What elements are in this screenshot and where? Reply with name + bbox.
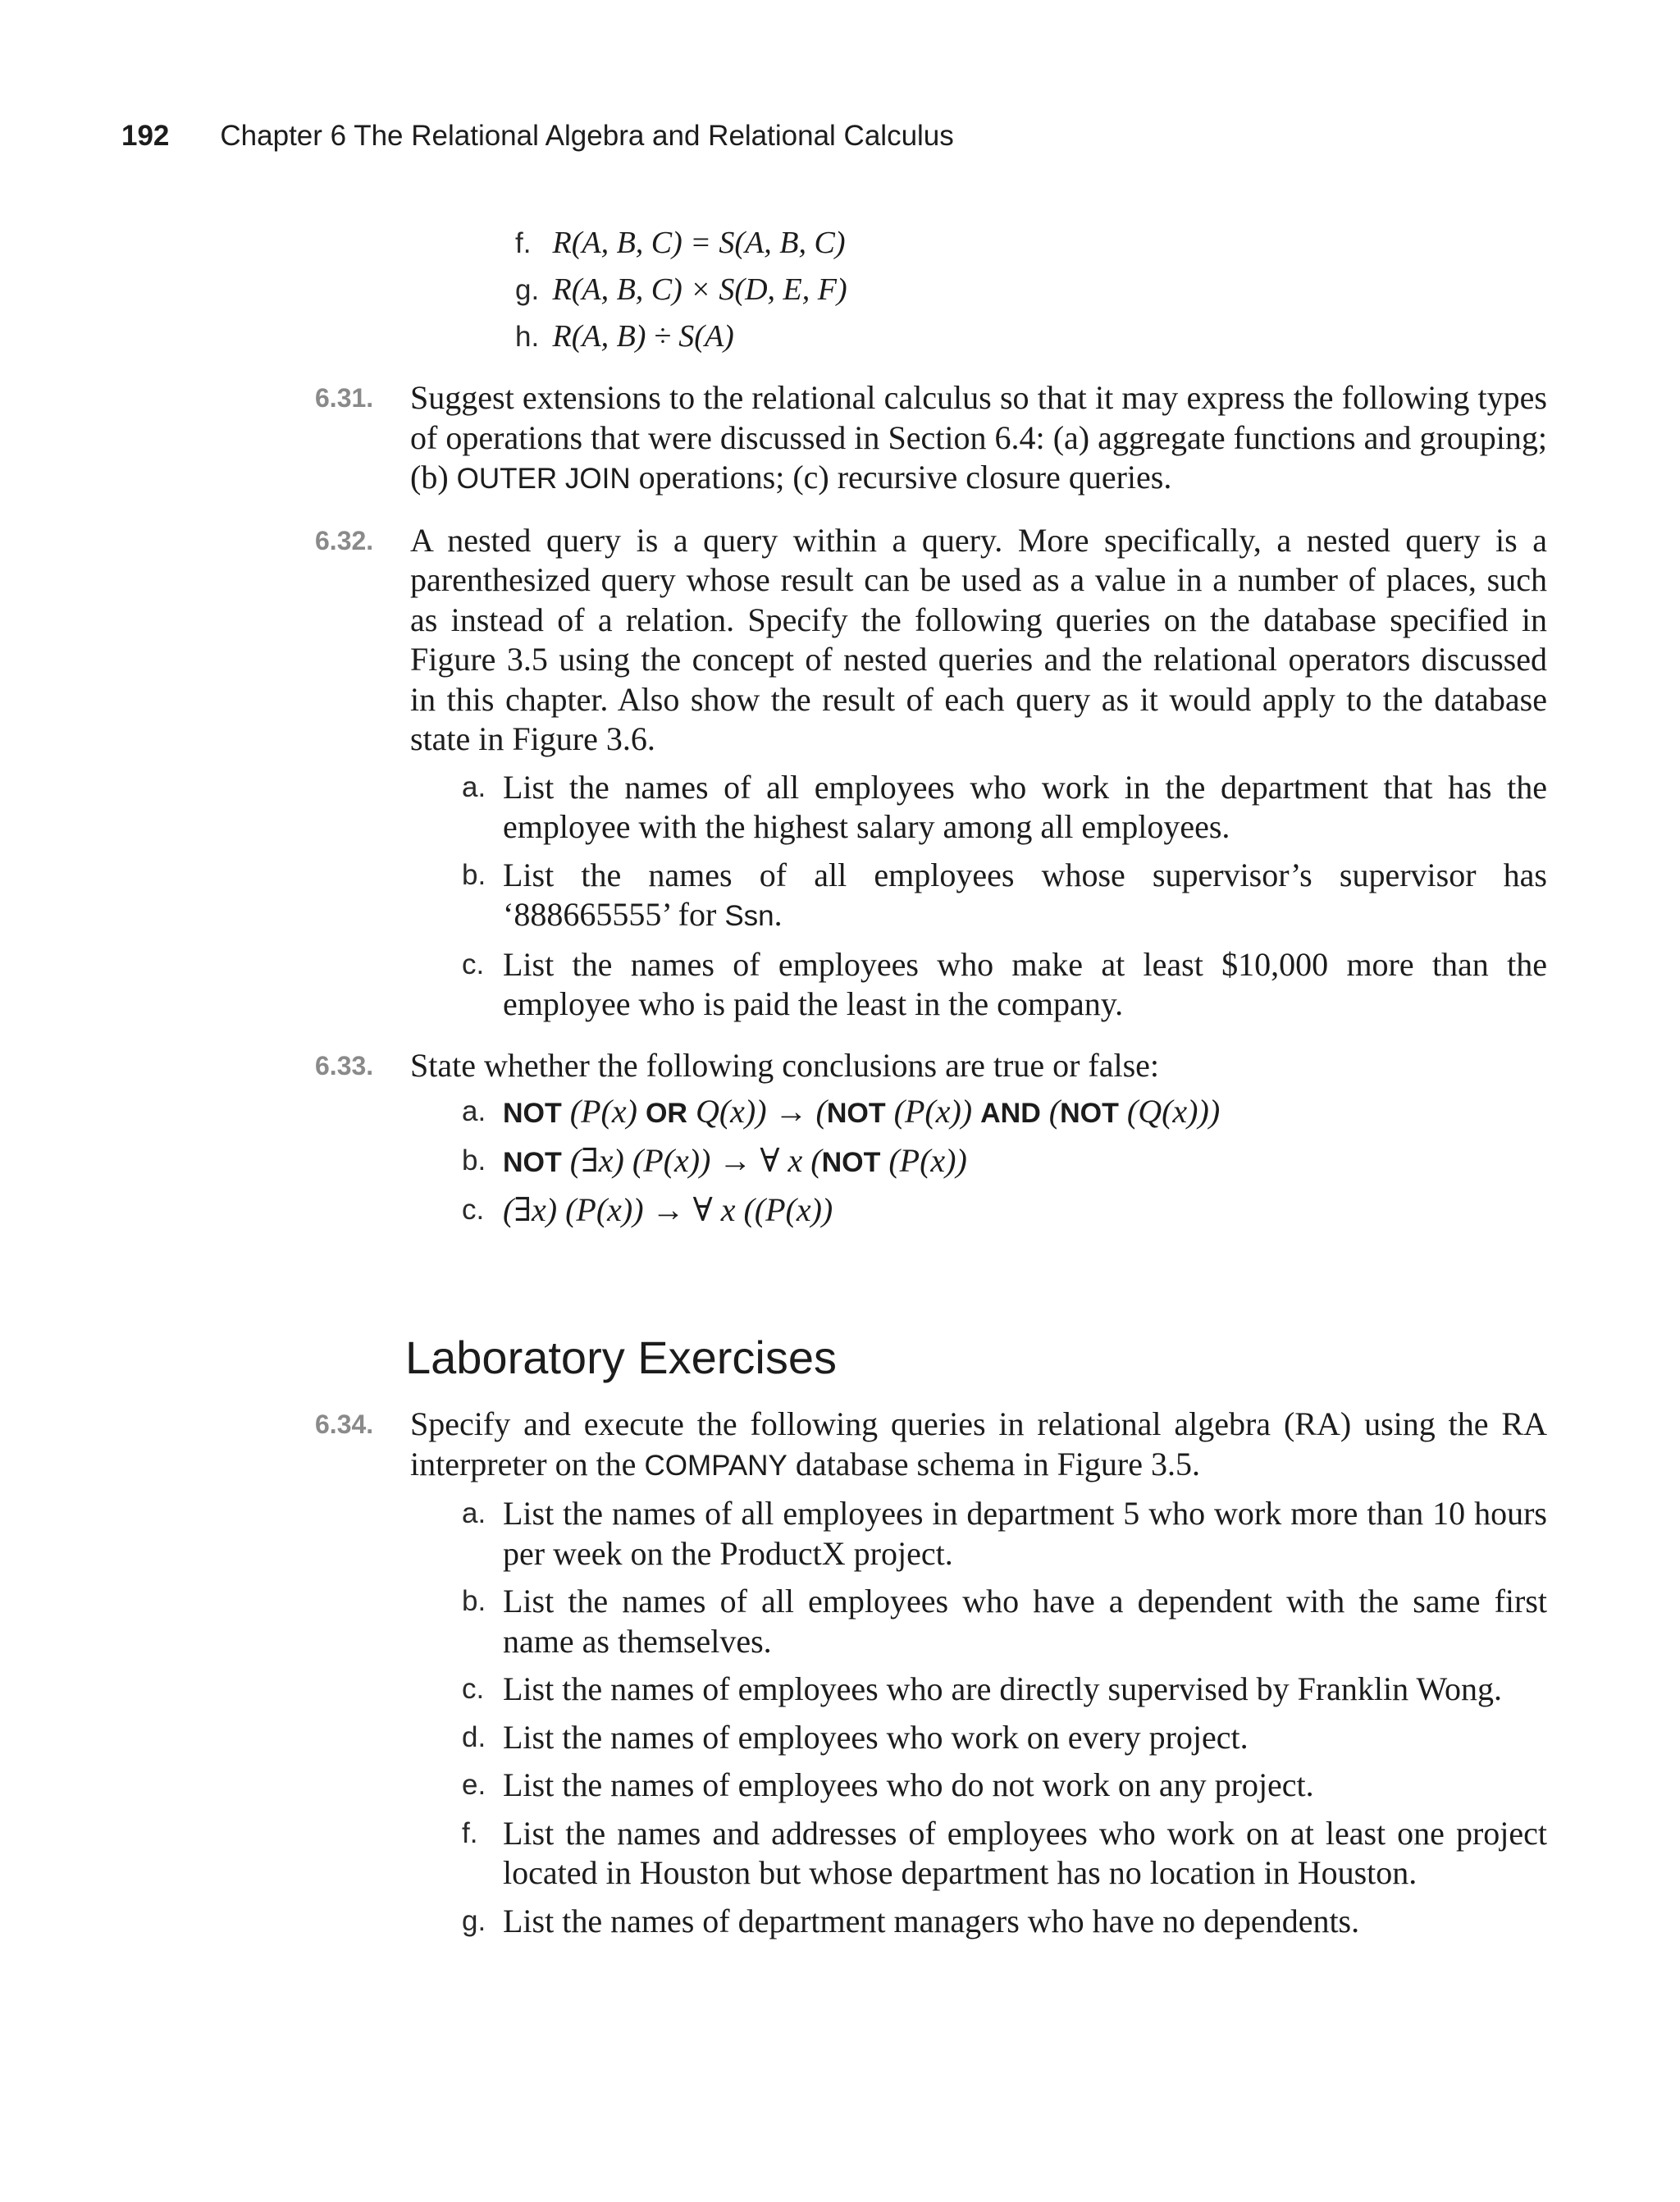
running-header: [121, 116, 954, 156]
exercise-6-33: 6.33. State whether the following conclusions are true or false: a. NOT (P(x) OR Q(x)) → (NOT (P(x)) AND (NOT (Q(x))) b. NOT (∃x) (P(x)) → ∀ x (NOT (P(x)) c. (∃x) (P(x)) → ∀ x ((P(x)): [410, 1046, 1547, 1232]
exercise-6-34-items: [410, 1494, 1547, 1941]
exercise-6-34: 6.34. Specify and execute the following queries in relational algebra (RA) using the RA interpreter on the COMPANY database schema in Figure 3.5. a. List the names of all employees in department 5 who work more than 10 hours per week on the ProductX project. b. List the names of all employees who have a dependent with the same first name as themselves. c. List the names of employees who are directly supervised by Franklin Wong. d. List the names of employees who work on every project. e. List the names of employees who do not work on any project. f. List the names and addresses of employees who work on at least one project located in Houston but whose department has no location in Houston. g. List the names of department managers who have no dependents.: [410, 1405, 1547, 1941]
page-body: [315, 220, 1547, 1231]
list-item: a. List the names of all employees who work in the department that has the employee with the highest salary among all employees.: [462, 768, 1547, 845]
algebra-item-h: h. R(A, B) ÷ S(A): [515, 319, 734, 354]
exercise-number: 6.33.: [315, 1050, 374, 1080]
algebra-list: [410, 220, 1547, 360]
chapter-title: Chapter 6 The Relational Algebra and Relational Calculus: [220, 120, 954, 152]
lab-exercises-body: [315, 1405, 1547, 1941]
list-item: g. List the names of department managers who have no dependents.: [462, 1902, 1360, 1939]
algebra-item-f: f. R(A, B, C) = S(A, B, C): [515, 226, 846, 260]
exercise-number: 6.31.: [315, 383, 374, 413]
exercise-6-32-items: [410, 768, 1547, 1025]
algebra-item-g: g. R(A, B, C) × S(D, E, F): [515, 272, 847, 307]
list-item: c. (∃x) (P(x)) → ∀ x ((P(x)): [462, 1191, 833, 1228]
list-item: c. List the names of employees who are directly supervised by Franklin Wong.: [462, 1670, 1502, 1707]
list-item: b. List the names of all employees who have a dependent with the same first name as themselves.: [462, 1583, 1547, 1660]
list-item: a. List the names of all employees in department 5 who work more than 10 hours per week on the ProductX project.: [462, 1495, 1547, 1572]
list-item: e. List the names of employees who do not work on any project.: [462, 1766, 1314, 1803]
term-company: COMPANY: [644, 1449, 788, 1482]
list-item: f. List the names and addresses of employees who work on at least one project located in Houston but whose department has no location in Houston.: [462, 1814, 1547, 1891]
page-number: 192: [121, 120, 170, 152]
exercise-6-32: 6.32. A nested query is a query within a query. More specifically, a nested query is a parenthesized query whose result can be used as a value in a number of places, such as instead of a relation. Specify the following queries on the database specified in Figure 3.5 using the concept of nested queries and the relational operators discussed in this chapter. Also show the result of each query as it would apply to the database state in Figure 3.6. a. List the names of all employees who work in the department that has the employee with the highest salary among all employees. b. List the names of all employees whose supervisor’s supervisor has ‘888665555’ for Ssn. c. List the names of employees who make at least $10,000 more than the employee who is paid the least in the company.: [410, 521, 1547, 1025]
exercise-number: 6.34.: [315, 1409, 374, 1439]
term-ssn: Ssn: [724, 900, 774, 932]
section-heading: Laboratory Exercises: [405, 1332, 838, 1383]
list-item: b. NOT (∃x) (P(x)) → ∀ x (NOT (P(x)): [462, 1142, 967, 1179]
exercise-6-31: 6.31. Suggest extensions to the relational calculus so that it may express the following types of operations that were discussed in Section 6.4: (a) aggregate functions and grouping; (b) OUTER JOIN operations; (c) recursive closure queries.: [315, 379, 1547, 496]
exercise-6-33-items: [410, 1090, 1547, 1231]
list-item: c. List the names of employees who make at least $10,000 more than the employee who is paid the least in the company.: [462, 945, 1547, 1022]
term-outer-join: OUTER JOIN: [456, 463, 631, 495]
list-item: a. NOT (P(x) OR Q(x)) → (NOT (P(x)) AND (NOT (Q(x))): [462, 1093, 1221, 1130]
exercise-number: 6.32.: [315, 525, 374, 555]
list-item: b. List the names of all employees whose supervisor’s supervisor has ‘888665555’ for Ssn.: [462, 856, 1547, 933]
list-item: d. List the names of employees who work on every project.: [462, 1718, 1249, 1756]
